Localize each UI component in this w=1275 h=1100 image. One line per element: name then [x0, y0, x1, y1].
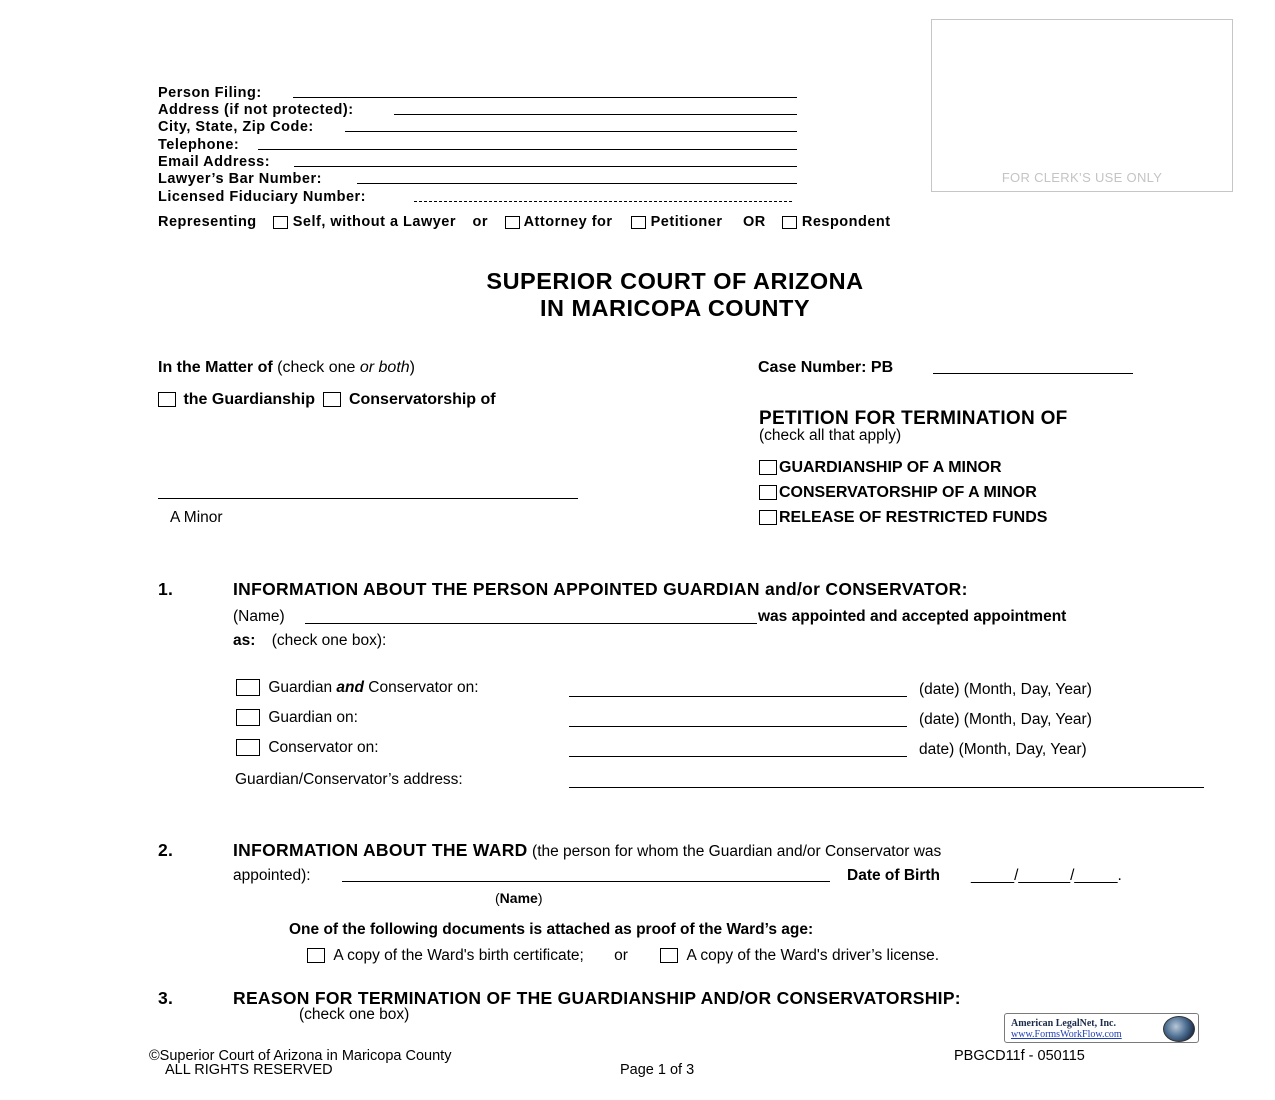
field-fiduciary-line[interactable] — [414, 201, 792, 202]
ward-dob-label: Date of Birth — [847, 867, 940, 884]
section3-title: REASON FOR TERMINATION OF THE GUARDIANSHIP AND/OR CONSERVATORSHIP: — [233, 988, 961, 1008]
court-title-line2: IN MARICOPA COUNTY — [539, 295, 811, 321]
option-conservator — [236, 739, 379, 757]
term-option-conservatorship-label: CONSERVATORSHIP OF A MINOR — [779, 484, 1037, 501]
term-option-guardianship-label: GUARDIANSHIP OF A MINOR — [779, 459, 1002, 476]
footer-copyright: ©Superior Court of Arizona in Maricopa County — [149, 1048, 452, 1064]
matter-heading — [158, 359, 415, 377]
date-hint-2: (date) (Month, Day, Year) — [919, 711, 1092, 728]
section1-appointed-text: was appointed and accepted appointment — [758, 608, 1067, 625]
footer-rights: ALL RIGHTS RESERVED — [165, 1062, 333, 1078]
minor-name-line[interactable] — [158, 498, 578, 499]
section2-number: 2. — [158, 840, 174, 860]
section1-number: 1. — [158, 579, 174, 599]
term-option-release-label: RELEASE OF RESTRICTED FUNDS — [779, 509, 1048, 526]
checkbox-attorney-for[interactable] — [505, 216, 520, 229]
option-respondent-label: Respondent — [801, 214, 891, 230]
term-option-release — [759, 509, 1047, 527]
option-conservatorship-label: Conservatorship of — [348, 391, 496, 408]
case-number-label: Case Number: PB — [758, 359, 894, 376]
field-bar-number-label: Lawyer’s Bar Number: — [158, 171, 322, 187]
checkbox-self[interactable] — [273, 216, 288, 229]
checkbox-conservator[interactable] — [236, 739, 260, 756]
field-address-label: Address (if not protected): — [158, 102, 354, 118]
checkbox-guardian-and-conservator[interactable] — [236, 679, 260, 696]
doc-license-label: A copy of the Ward's driver’s license. — [686, 947, 940, 964]
ward-dob-field[interactable]: _____/______/_____. — [971, 867, 1122, 884]
footer-page-number: Page 1 of 3 — [620, 1062, 695, 1078]
clerk-use-label: FOR CLERK’S USE ONLY — [1001, 170, 1163, 185]
field-email-label: Email Address: — [158, 154, 271, 170]
field-address-line[interactable] — [394, 114, 797, 115]
checkbox-term-release[interactable] — [759, 510, 777, 525]
doc-or: or — [614, 947, 628, 964]
or-upper-text: OR — [743, 214, 766, 230]
field-city-line[interactable] — [345, 131, 797, 132]
field-telephone-label: Telephone: — [158, 137, 240, 153]
section1-as-label: as: — [233, 632, 256, 649]
footer-form-id: PBGCD11f - 050115 — [954, 1048, 1085, 1064]
guardian-address-line[interactable] — [569, 787, 1204, 788]
field-fiduciary-label: Licensed Fiduciary Number: — [158, 189, 366, 205]
option-guardian-and-conservator — [236, 679, 479, 697]
date-hint-1: (date) (Month, Day, Year) — [919, 681, 1092, 698]
field-person-filing-line[interactable] — [293, 97, 797, 98]
conservator-on-label: Conservator on: — [268, 739, 379, 756]
logo-line2[interactable]: www.FormsWorkFlow.com — [1011, 1029, 1122, 1040]
section2-title-rest: (the person for whom the Guardian and/or Conservator was — [532, 843, 942, 860]
globe-icon — [1163, 1016, 1195, 1042]
checkbox-petitioner[interactable] — [631, 216, 646, 229]
checkbox-guardian[interactable] — [236, 709, 260, 726]
option-attorney-for-label: Attorney for — [523, 214, 613, 230]
section1-name-label: (Name) — [233, 608, 285, 625]
section3-number: 3. — [158, 988, 174, 1008]
checkbox-drivers-license[interactable] — [660, 948, 678, 963]
representing-label: Representing — [158, 214, 257, 230]
documents-heading: One of the following documents is attached as proof of the Ward’s age: — [289, 921, 814, 938]
documents-options — [307, 947, 939, 965]
guardian-on-label: Guardian on: — [268, 709, 358, 726]
date-line-conservator[interactable] — [569, 756, 907, 757]
checkbox-birth-certificate[interactable] — [307, 948, 325, 963]
matter-label: In the Matter of — [158, 359, 273, 376]
logo-line1: American LegalNet, Inc. — [1011, 1018, 1116, 1029]
checkbox-guardianship[interactable] — [158, 392, 176, 407]
date-hint-3: date) (Month, Day, Year) — [919, 741, 1087, 758]
option-petitioner-label: Petitioner — [650, 214, 723, 230]
guardian-and-word: and — [336, 679, 364, 696]
representing-row — [158, 214, 891, 230]
checkbox-respondent[interactable] — [782, 216, 797, 229]
term-option-guardianship — [759, 459, 1002, 477]
field-person-filing-label: Person Filing: — [158, 85, 262, 101]
guardian-address-label: Guardian/Conservator’s address: — [235, 771, 463, 788]
section3-check-one: (check one box) — [299, 1006, 410, 1023]
section2-heading — [233, 840, 941, 861]
date-line-guardian[interactable] — [569, 726, 907, 727]
guardian-and-prefix: Guardian — [268, 679, 333, 696]
matter-check-hint: (check one — [277, 359, 356, 376]
checkbox-conservatorship[interactable] — [323, 392, 341, 407]
petition-check-all: (check all that apply) — [759, 427, 902, 444]
term-option-conservatorship — [759, 484, 1037, 502]
ward-appointed-label: appointed): — [233, 867, 311, 884]
matter-or-both: or both — [359, 359, 410, 376]
checkbox-term-conservatorship[interactable] — [759, 485, 777, 500]
clerk-use-box — [931, 19, 1233, 192]
section1-title: INFORMATION ABOUT THE PERSON APPOINTED GUARDIAN and/or CONSERVATOR: — [233, 579, 968, 599]
field-city-label: City, State, Zip Code: — [158, 119, 314, 135]
ward-name-hint — [495, 890, 542, 906]
american-legalnet-logo[interactable] — [1004, 1013, 1199, 1043]
section2-title: INFORMATION ABOUT THE WARD — [233, 840, 528, 860]
doc-birth-label: A copy of the Ward's birth certificate; — [333, 947, 584, 964]
ward-name-hint-close: ) — [537, 890, 543, 906]
ward-name-line[interactable] — [342, 881, 830, 882]
minor-label: A Minor — [170, 509, 223, 526]
ward-name-hint-text: Name — [499, 890, 538, 906]
case-number-line[interactable] — [933, 373, 1133, 374]
checkbox-term-guardianship[interactable] — [759, 460, 777, 475]
option-guardianship-label: the Guardianship — [183, 391, 316, 408]
petition-title: PETITION FOR TERMINATION OF — [759, 408, 1068, 429]
court-title-line1: SUPERIOR COURT OF ARIZONA — [486, 268, 864, 294]
field-email-line[interactable] — [294, 166, 797, 167]
date-line-guardian-and-conservator[interactable] — [569, 696, 907, 697]
or-text: or — [472, 214, 489, 230]
field-telephone-line[interactable] — [258, 149, 797, 150]
matter-options — [158, 391, 496, 409]
section1-check-one: (check one box): — [271, 632, 387, 649]
section1-name-line[interactable] — [305, 623, 757, 624]
field-bar-number-line[interactable] — [357, 183, 797, 184]
option-guardian — [236, 709, 358, 727]
matter-close-paren: ) — [409, 359, 415, 376]
section1-as-row — [233, 632, 386, 650]
ward-name-hint-open: ( — [495, 890, 500, 906]
guardian-and-suffix: Conservator on: — [368, 679, 479, 696]
option-self-label: Self, without a Lawyer — [292, 214, 457, 230]
